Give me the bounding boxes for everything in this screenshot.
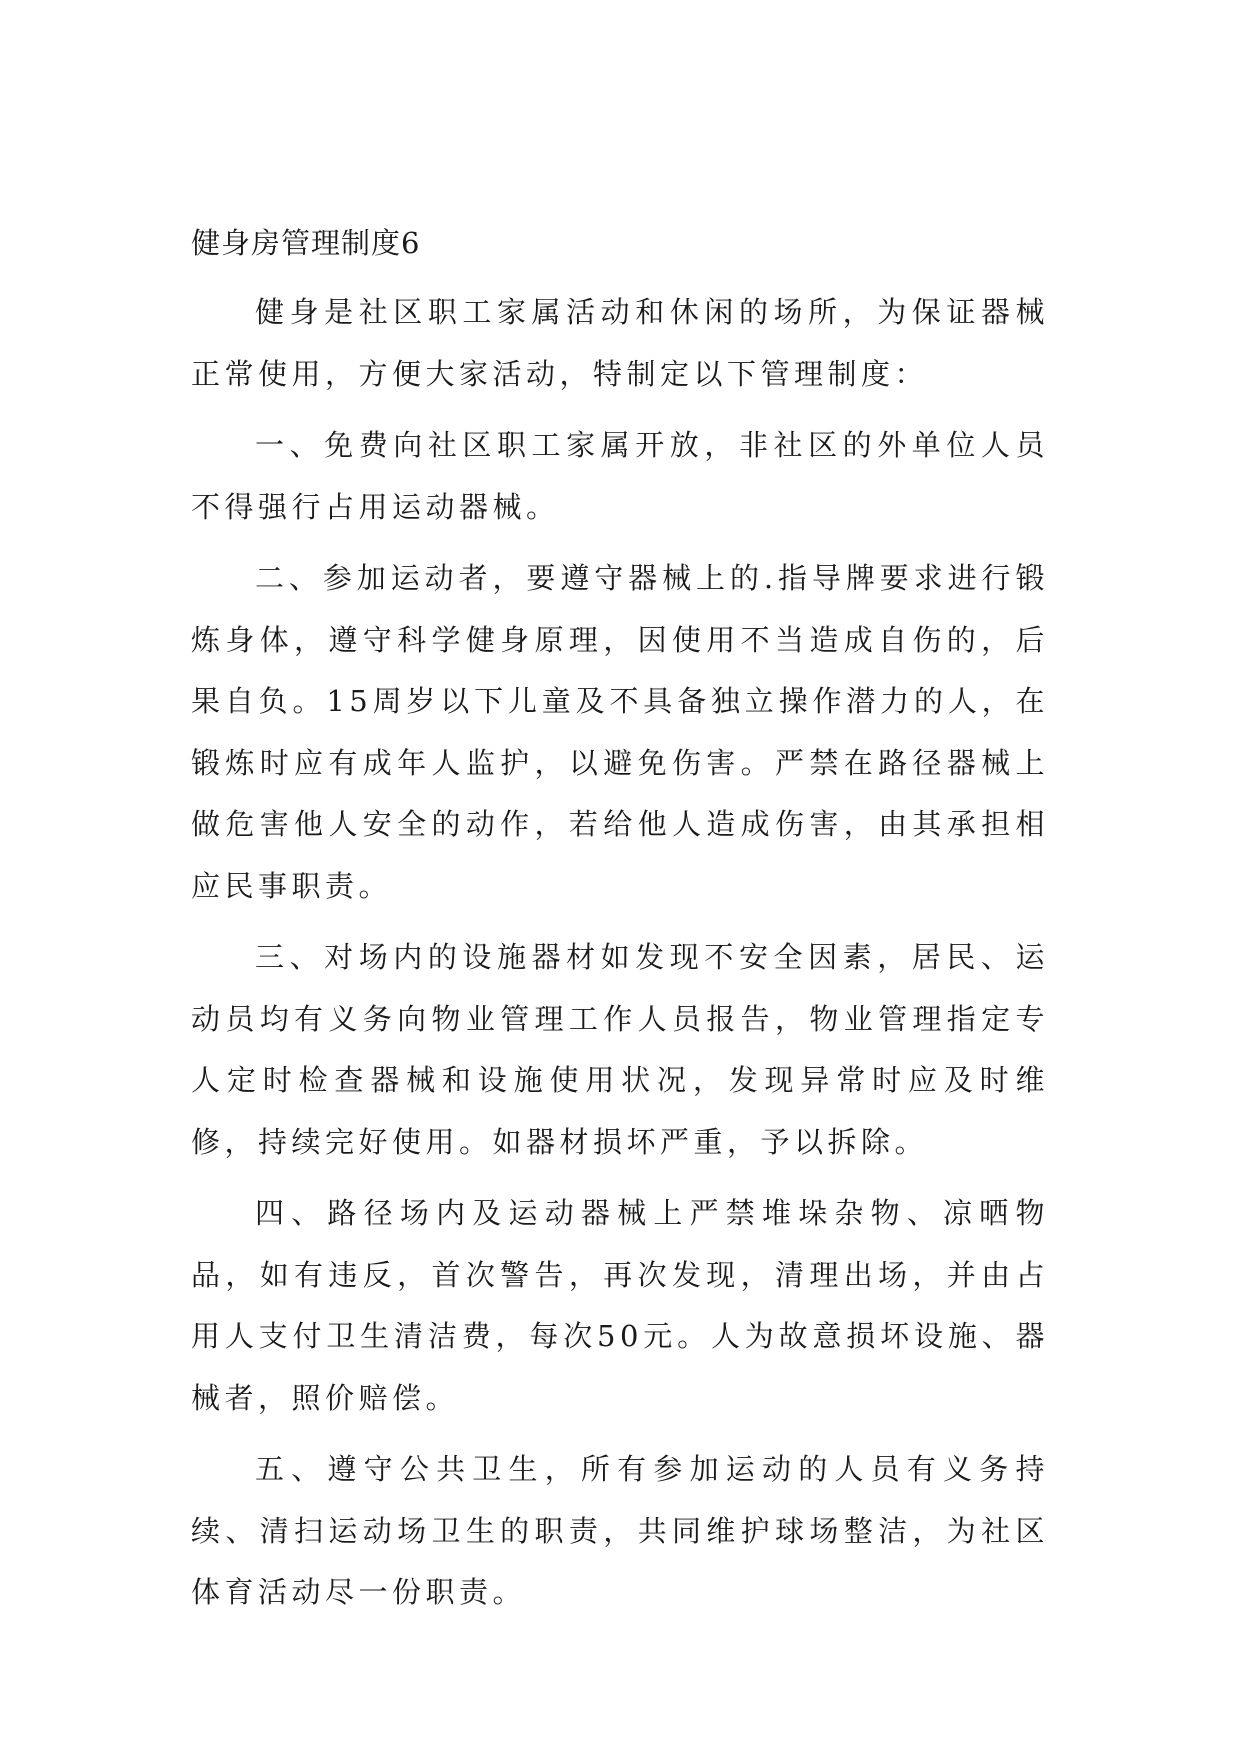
rule-2-paragraph: 二、参加运动者，要遵守器械上的.指导牌要求进行锻炼身体，遵守科学健身原理，因使用不当造成自伤的，后果自负。15周岁以下儿童及不具备独立操作潜力的人，在锻炼时应有成年人监护，以避免伤害。严禁在路径器械上做危害他人安全的动作，若给他人造成伤害，由其承担相应民事职责。	[191, 561, 1049, 903]
rule-3-paragraph: 三、对场内的设施器材如发现不安全因素，居民、运动员均有义务向物业管理工作人员报告，物业管理指定专人定时检查器械和设施使用状况，发现异常时应及时维修，持续完好使用。如器材损坏严重，予以拆除。	[191, 940, 1049, 1159]
document-title: 健身房管理制度6	[191, 226, 421, 260]
intro-paragraph: 健身是社区职工家属活动和休闲的场所，为保证器械正常使用，方便大家活动，特制定以下管理制度：	[191, 295, 1049, 391]
rule-4-paragraph: 四、路径场内及运动器械上严禁堆垛杂物、凉晒物品，如有违反，首次警告，再次发现，清理出场，并由占用人支付卫生清洁费，每次50元。人为故意损坏设施、器械者，照价赔偿。	[191, 1196, 1049, 1415]
rule-5-paragraph: 五、遵守公共卫生，所有参加运动的人员有义务持续、清扫运动场卫生的职责，共同维护球场整洁，为社区体育活动尽一份职责。	[191, 1452, 1049, 1609]
rule-1-paragraph: 一、免费向社区职工家属开放，非社区的外单位人员不得强行占用运动器械。	[191, 428, 1049, 524]
document-body	[191, 218, 1049, 1634]
